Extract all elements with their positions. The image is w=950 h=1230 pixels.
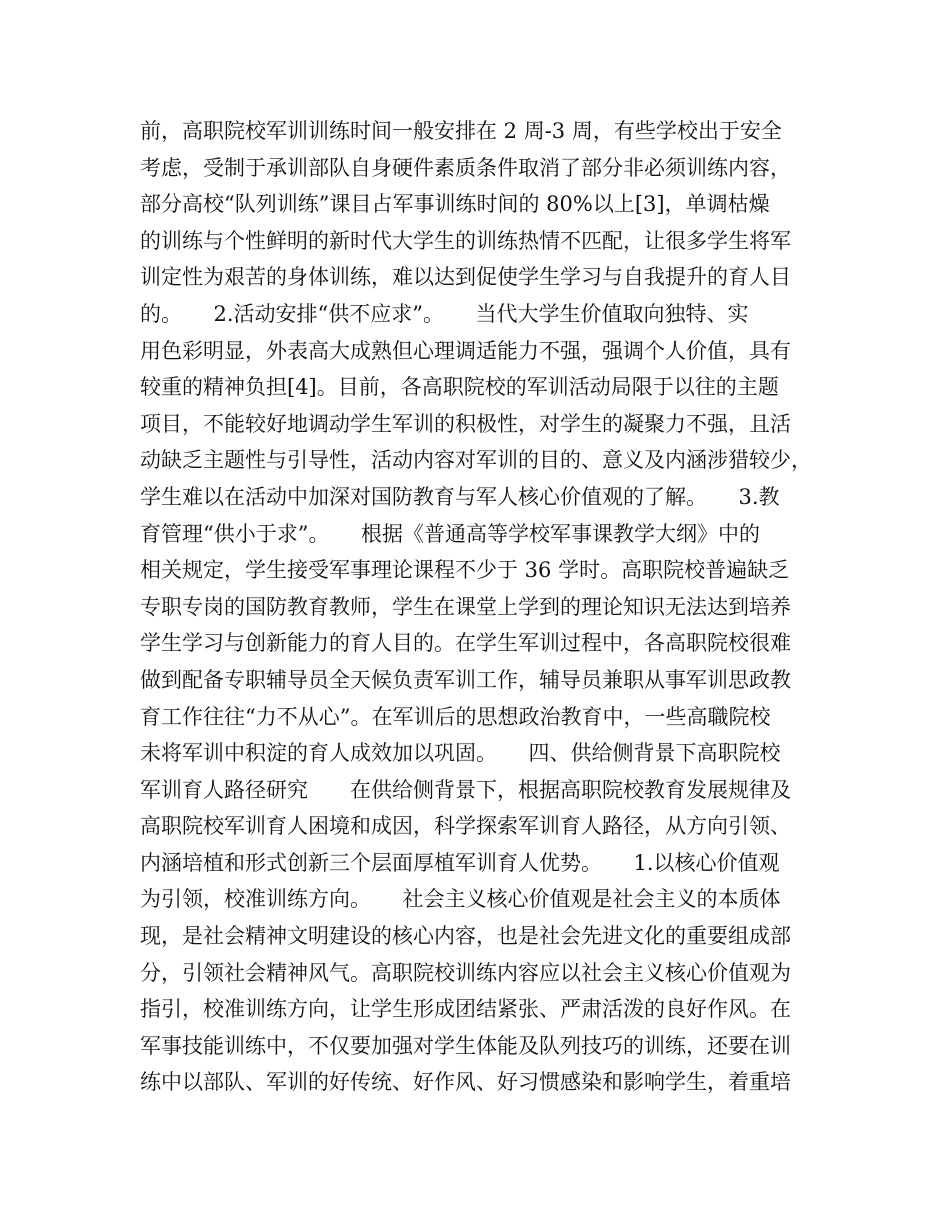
text-line: 高职院校军训育人困境和成因，科学探索军训育人路径，从方向引领、 bbox=[140, 814, 791, 839]
text-line: 部分高校“队列训练”课目占军事训练时间的 80%以上[3]，单调枯燥 bbox=[140, 192, 770, 217]
text-line: 为引领，校准训练方向。 社会主义核心价值观是社会主义的本质体 bbox=[140, 887, 781, 912]
body-text bbox=[140, 113, 830, 1101]
text-line: 的训练与个性鲜明的新时代大学生的训练热情不匹配，让很多学生将军 bbox=[140, 228, 791, 253]
text-line: 现，是社会精神文明建设的核心内容，也是社会先进文化的重要组成部 bbox=[140, 924, 791, 949]
text-line: 指引，校准训练方向，让学生形成团结紧张、严肃活泼的良好作风。在 bbox=[140, 997, 791, 1022]
text-line: 训定性为艰苦的身体训练，难以达到促使学生学习与自我提升的育人目 bbox=[140, 265, 791, 290]
text-line: 做到配备专职辅导员全天候负责军训工作，辅导员兼职从事军训思政教 bbox=[140, 667, 791, 692]
text-line: 分，引领社会精神风气。高职院校训练内容应以社会主义核心价值观为 bbox=[140, 960, 791, 985]
text-line: 用色彩明显，外表高大成熟但心理调适能力不强，强调个人价值，具有 bbox=[140, 338, 791, 363]
text-line: 项目，不能较好地调动学生军训的积极性，对学生的凝聚力不强，且活 bbox=[140, 411, 791, 436]
text-line: 学生学习与创新能力的育人目的。在学生军训过程中，各高职院校很难 bbox=[140, 631, 791, 656]
text-line: 育管理“供小于求”。 根据《普通高等学校军事课教学大纲》中的 bbox=[140, 521, 760, 546]
text-line: 军事技能训练中，不仅要加强对学生体能及队列技巧的训练，还要在训 bbox=[140, 1033, 791, 1058]
text-line: 内涵培植和形式创新三个层面厚植军训育人优势。 1.以核心价值观 bbox=[140, 850, 780, 875]
text-line: 育工作往往“力不从心”。在军训后的思想政治教育中，一些高職院校 bbox=[140, 704, 771, 729]
text-line: 专职专岗的国防教育教师，学生在课堂上学到的理论知识无法达到培养 bbox=[140, 594, 791, 619]
text-line: 的。 2.活动安排“供不应求”。 当代大学生价值取向独特、实 bbox=[140, 301, 749, 326]
text-line: 练中以部队、军训的好传统、好作风、好习惯感染和影响学生，着重培 bbox=[140, 1070, 791, 1095]
text-line: 未将军训中积淀的育人成效加以巩固。 四、供给侧背景下高职院校 bbox=[140, 741, 781, 766]
text-line: 较重的精神负担[4]。目前，各高职院校的军训活动局限于以往的主题 bbox=[140, 375, 779, 400]
text-line: 动缺乏主题性与引导性，活动内容对军训的目的、意义及内涵涉猎较少， bbox=[140, 448, 812, 473]
text-line: 军训育人路径研究 在供给侧背景下，根据高职院校教育发展规律及 bbox=[140, 777, 791, 802]
text-line: 前，高职院校军训训练时间一般安排在 2 周-3 周，有些学校出于安全 bbox=[140, 119, 782, 143]
text-line: 学生难以在活动中加深对国防教育与军人核心价值观的了解。 3.教 bbox=[140, 484, 780, 509]
text-line: 考虑，受制于承训部队自身硬件素质条件取消了部分非必须训练内容， bbox=[140, 155, 791, 180]
text-line: 相关规定，学生接受军事理论课程不少于 36 学时。高职院校普遍缺乏 bbox=[140, 558, 790, 583]
